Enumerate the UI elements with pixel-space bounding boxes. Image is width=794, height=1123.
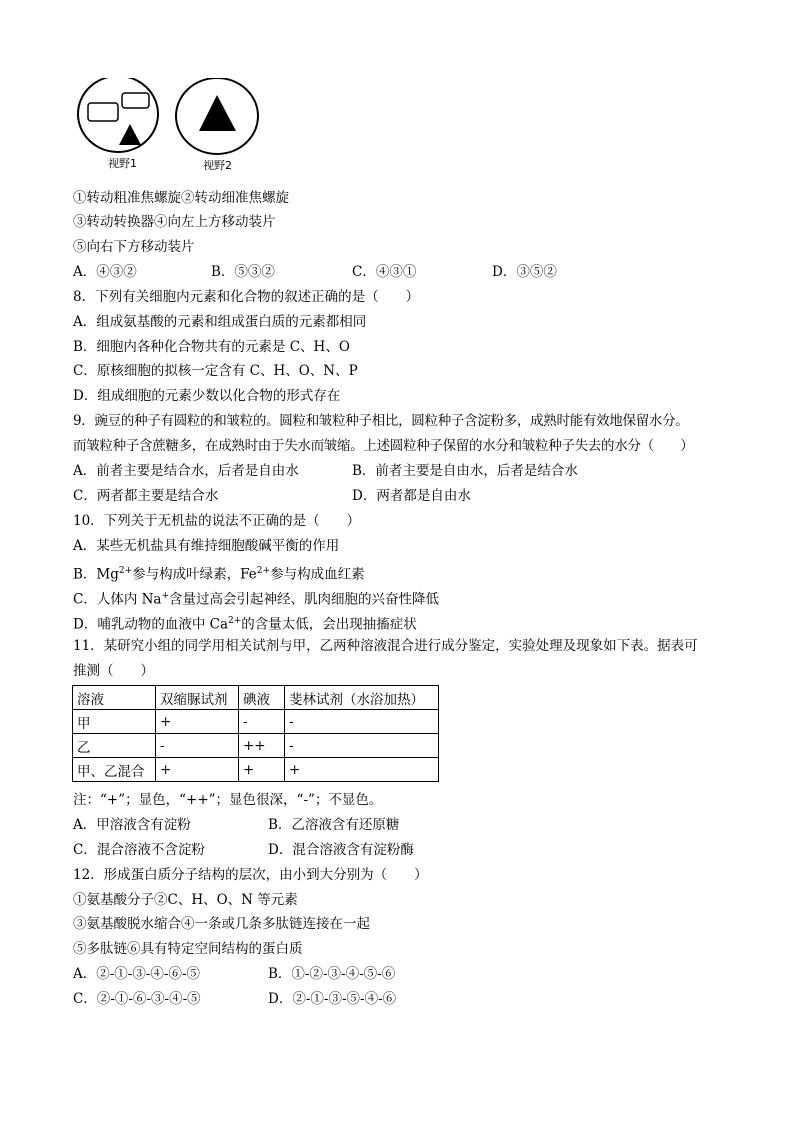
table-cell: 甲 <box>73 710 156 734</box>
q10-option-a[interactable]: A．某些无机盐具有维持细胞酸碱平衡的作用 <box>73 538 340 554</box>
q12-option-c[interactable]: C．②-①-⑥-③-④-⑤ <box>73 991 201 1007</box>
view2-caption: 视野2 <box>203 159 232 172</box>
q9-option-c[interactable]: C．两者都主要是结合水 <box>73 488 219 504</box>
table-header-cell: 碘液 <box>239 686 285 710</box>
table-cell: + <box>156 710 239 734</box>
q10-b-pre: B．Mg <box>73 566 119 583</box>
q10-b-sup1: 2+ <box>118 566 133 576</box>
table-cell: - <box>285 710 439 734</box>
table-header-cell: 双缩脲试剂 <box>156 686 239 710</box>
q7-option-a[interactable]: A．④③② <box>73 264 137 280</box>
q11-option-b[interactable]: B．乙溶液含有还原糖 <box>268 817 400 833</box>
q10-b-mid: 参与构成叶绿素，Fe <box>132 566 257 583</box>
q9-option-a[interactable]: A．前者主要是结合水，后者是自由水 <box>73 463 299 479</box>
q11-option-a[interactable]: A．甲溶液含有淀粉 <box>73 817 191 833</box>
q10-c-post: 含量过高会引起神经、肌肉细胞的兴奋性降低 <box>169 591 440 608</box>
q8-stem: 8．下列有关细胞内元素和化合物的叙述正确的是（ ） <box>73 289 420 305</box>
q10-d-sup: 2+ <box>228 616 242 626</box>
q7-step-line-1: ①转动粗准焦螺旋②转动细准焦螺旋 <box>73 190 289 206</box>
q10-b-post: 参与构成血红素 <box>270 566 365 583</box>
q10-c-pre: C．人体内 Na <box>73 591 162 608</box>
table-header-cell: 斐林试剂（水浴加热） <box>285 686 439 710</box>
table-cell: ++ <box>239 734 285 758</box>
view1-cell-left <box>88 103 118 121</box>
q11-option-d[interactable]: D．混合溶液含有淀粉酶 <box>268 842 414 858</box>
table-header-cell: 溶液 <box>73 686 156 710</box>
q9-stem-line-1: 9．豌豆的种子有圆粒的和皱粒的。圆粒和皱粒种子相比，圆粒种子含淀粉多，成熟时能有效地保留水分。 <box>73 413 689 429</box>
q11-option-c[interactable]: C．混合溶液不含淀粉 <box>73 842 205 858</box>
table-header-row <box>73 686 439 710</box>
q10-d-pre: D．哺乳动物的血液中 Ca <box>73 616 228 633</box>
table-cell: + <box>285 758 439 782</box>
table-row <box>73 710 439 734</box>
q8-option-b[interactable]: B．细胞内各种化合物共有的元素是 C、H、O <box>73 339 350 355</box>
q10-d-post: 的含量太低，会出现抽搐症状 <box>241 616 417 633</box>
q7-option-d[interactable]: D．③⑤② <box>492 264 557 280</box>
q12-option-b[interactable]: B．①-②-③-④-⑤-⑥ <box>268 966 396 982</box>
table-row <box>73 758 439 782</box>
q9-option-d[interactable]: D．两者都是自由水 <box>352 488 471 504</box>
microscope-figure <box>76 78 276 178</box>
q10-option-b[interactable] <box>73 561 365 585</box>
q7-option-b[interactable]: B．⑤③② <box>211 264 275 280</box>
q8-option-c[interactable]: C．原核细胞的拟核一定含有 C、H、O、N、P <box>73 363 358 379</box>
view1-cell-right <box>122 93 149 108</box>
q10-b-sup2: 2+ <box>256 566 271 576</box>
q11-results-table <box>72 685 439 782</box>
q11-stem-line-1: 11．某研究小组的同学用相关试剂与甲，乙两种溶液混合进行成分鉴定，实验处理及现象如下表。据表可 <box>73 638 698 654</box>
q12-item-line-1: ①氨基酸分子②C、H、O、N 等元素 <box>73 892 298 908</box>
table-cell: + <box>239 758 285 782</box>
q10-option-c[interactable] <box>73 586 439 610</box>
q7-step-line-2: ③转动转换器④向左上方移动装片 <box>73 214 276 230</box>
q12-item-line-2: ③氨基酸脱水缩合④一条或几条多肽链连接在一起 <box>73 916 370 932</box>
view1-caption: 视野1 <box>108 157 137 170</box>
table-row <box>73 734 439 758</box>
microscope-views-illustration <box>76 78 276 178</box>
q12-item-line-3: ⑤多肽链⑥具有特定空间结构的蛋白质 <box>73 941 303 957</box>
view1-triangle <box>119 124 141 145</box>
table-cell: - <box>156 734 239 758</box>
q11-table-note: 注：“+”；显色，“++”；显色很深，“-”；不显色。 <box>73 792 383 808</box>
q10-stem: 10．下列关于无机盐的说法不正确的是（ ） <box>73 513 361 529</box>
q9-stem-line-2: 而皱粒种子含蔗糖多，在成熟时由于失水而皱缩。上述圆粒种子保留的水分和皱粒种子失去的水分（ ） <box>73 438 694 454</box>
q10-c-sup: + <box>161 591 170 601</box>
q8-option-d[interactable]: D．组成细胞的元素少数以化合物的形式存在 <box>73 388 341 404</box>
q11-stem-line-2: 推测（ ） <box>73 663 154 679</box>
table-cell: - <box>239 710 285 734</box>
table-cell: - <box>285 734 439 758</box>
q8-option-a[interactable]: A．组成氨基酸的元素和组成蛋白质的元素都相同 <box>73 314 367 330</box>
view2-triangle <box>199 95 236 131</box>
q12-option-d[interactable]: D．②-①-③-⑤-④-⑥ <box>268 991 397 1007</box>
q9-option-b[interactable]: B．前者主要是自由水，后者是结合水 <box>352 463 578 479</box>
table-cell: 乙 <box>73 734 156 758</box>
q12-stem: 12．形成蛋白质分子结构的层次，由小到大分别为（ ） <box>73 867 428 883</box>
table-cell: 甲、乙混合 <box>73 758 156 782</box>
q10-option-d[interactable] <box>73 611 417 635</box>
q12-option-a[interactable]: A．②-①-③-④-⑥-⑤ <box>73 966 201 982</box>
q7-option-c[interactable]: C．④③① <box>352 264 417 280</box>
table-cell: + <box>156 758 239 782</box>
q7-step-line-3: ⑤向右下方移动装片 <box>73 239 195 255</box>
